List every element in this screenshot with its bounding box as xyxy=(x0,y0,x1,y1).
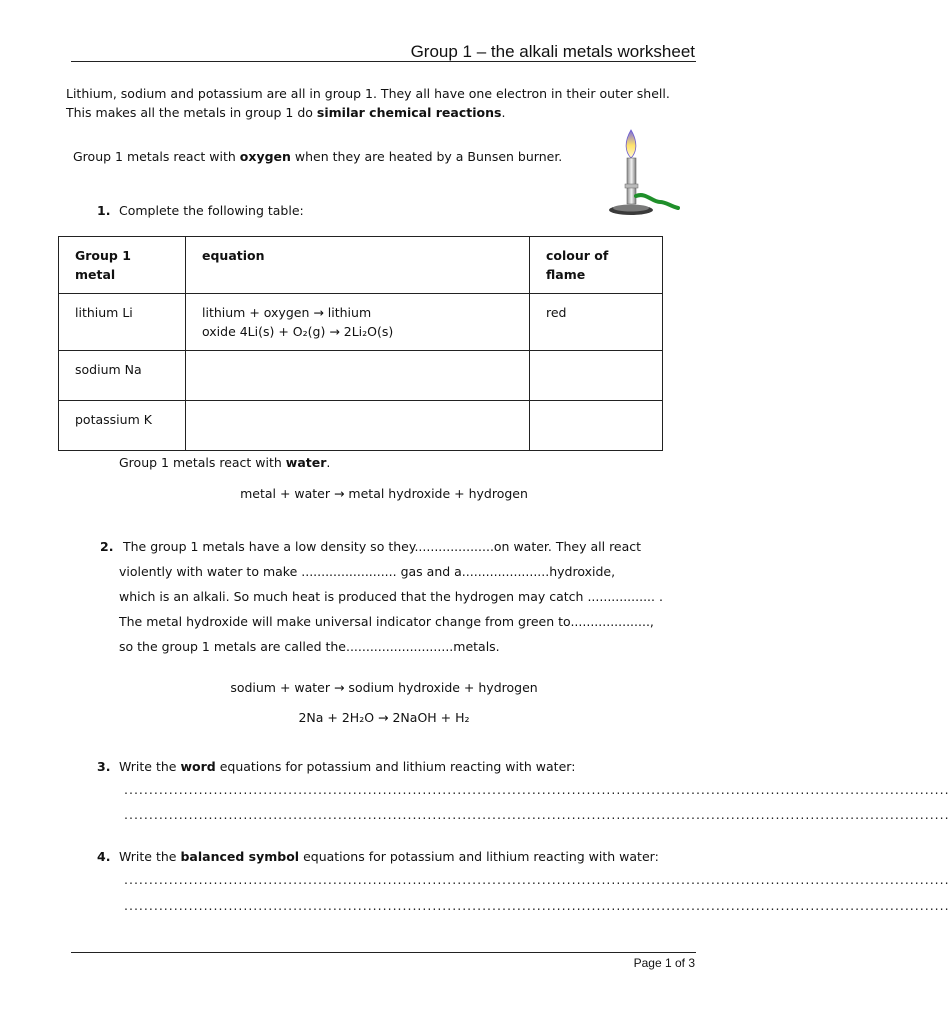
question-4-number: 4. xyxy=(97,849,111,864)
question-3 xyxy=(97,757,575,776)
intro-paragraph xyxy=(66,84,670,122)
intro-line-2 xyxy=(66,103,670,122)
cell-metal: lithium Li xyxy=(59,294,186,351)
header-equation: equation xyxy=(186,237,530,294)
sodium-symbol-equation: 2Na + 2H₂O → 2NaOH + H₂ xyxy=(298,710,470,725)
question-4-emphasis: balanced symbol xyxy=(180,849,300,864)
cell-equation[interactable] xyxy=(186,351,530,401)
question-3-text: Write the xyxy=(119,759,181,774)
sodium-word-equation: sodium + water → sodium hydroxide + hydrogen xyxy=(230,680,538,695)
cell-flame[interactable] xyxy=(530,351,663,401)
question-2 xyxy=(100,534,663,659)
question-3-text-end: equations for potassium and lithium reacting with water: xyxy=(215,759,576,774)
oxygen-sentence xyxy=(73,147,562,166)
oxygen-emphasis: oxygen xyxy=(239,149,291,164)
bunsen-burner-icon xyxy=(600,126,682,220)
table-row xyxy=(59,401,663,451)
cell-metal: potassium K xyxy=(59,401,186,451)
water-text: Group 1 metals react with xyxy=(119,455,286,470)
water-text-end: . xyxy=(326,455,331,470)
question-3-emphasis: word xyxy=(180,759,216,774)
intro-emphasis: similar chemical reactions xyxy=(316,105,502,120)
oxygen-text-end: when they are heated by a Bunsen burner. xyxy=(290,149,563,164)
intro-line-2-text: This makes all the metals in group 1 do xyxy=(66,105,317,120)
question-4-text: Write the xyxy=(119,849,181,864)
question-2-number: 2. xyxy=(100,539,114,554)
page-title: Group 1 – the alkali metals worksheet xyxy=(410,42,695,61)
cell-metal: sodium Na xyxy=(59,351,186,401)
question-1 xyxy=(97,201,304,220)
question-2-line[interactable]: The group 1 metals have a low density so they....................on water. They all react xyxy=(119,539,642,554)
equation-line-1: lithium + oxygen → lithium xyxy=(202,305,372,320)
intro-line-2-end: . xyxy=(501,105,506,120)
question-4-text-end: equations for potassium and lithium reacting with water: xyxy=(299,849,659,864)
question-1-text: Complete the following table: xyxy=(119,203,304,218)
answer-line[interactable]: ...................................................................................................................................................................... xyxy=(124,898,950,913)
header-rule xyxy=(71,61,696,62)
table-row xyxy=(59,351,663,401)
footer-rule xyxy=(71,952,696,953)
cell-flame[interactable]: red xyxy=(530,294,663,351)
page-number: Page 1 of 3 xyxy=(633,956,695,970)
table-header-row xyxy=(59,237,663,294)
intro-line-1: Lithium, sodium and potassium are all in group 1. They all have one electron in their outer shell. xyxy=(66,86,670,101)
question-3-number: 3. xyxy=(97,759,111,774)
header-flame: colour of flame xyxy=(530,237,663,294)
question-2-line[interactable]: so the group 1 metals are called the...........................metals. xyxy=(119,639,500,654)
water-emphasis: water xyxy=(285,455,327,470)
question-1-number: 1. xyxy=(97,203,111,218)
question-2-line[interactable]: The metal hydroxide will make universal indicator change from green to...................., xyxy=(119,614,654,629)
equation-line-2: oxide 4Li(s) + O₂(g) → 2Li₂O(s) xyxy=(202,324,394,339)
question-2-line[interactable]: which is an alkali. So much heat is produced that the hydrogen may catch ................. . xyxy=(119,589,663,604)
oxygen-text: Group 1 metals react with xyxy=(73,149,240,164)
question-2-line[interactable]: violently with water to make ........................ gas and a......................hydroxide, xyxy=(119,564,616,579)
answer-line[interactable]: ...................................................................................................................................................................... xyxy=(124,807,950,822)
flame-table xyxy=(58,236,663,451)
question-4 xyxy=(97,847,659,866)
answer-line[interactable]: ...................................................................................................................................................................... xyxy=(124,782,950,797)
answer-line[interactable]: ...................................................................................................................................................................... xyxy=(124,872,950,887)
table-row xyxy=(59,294,663,351)
cell-equation[interactable] xyxy=(186,401,530,451)
water-word-equation: metal + water → metal hydroxide + hydrogen xyxy=(240,486,528,501)
cell-equation[interactable] xyxy=(186,294,530,351)
header-metal: Group 1 metal xyxy=(59,237,186,294)
water-sentence xyxy=(119,453,330,472)
cell-flame[interactable] xyxy=(530,401,663,451)
